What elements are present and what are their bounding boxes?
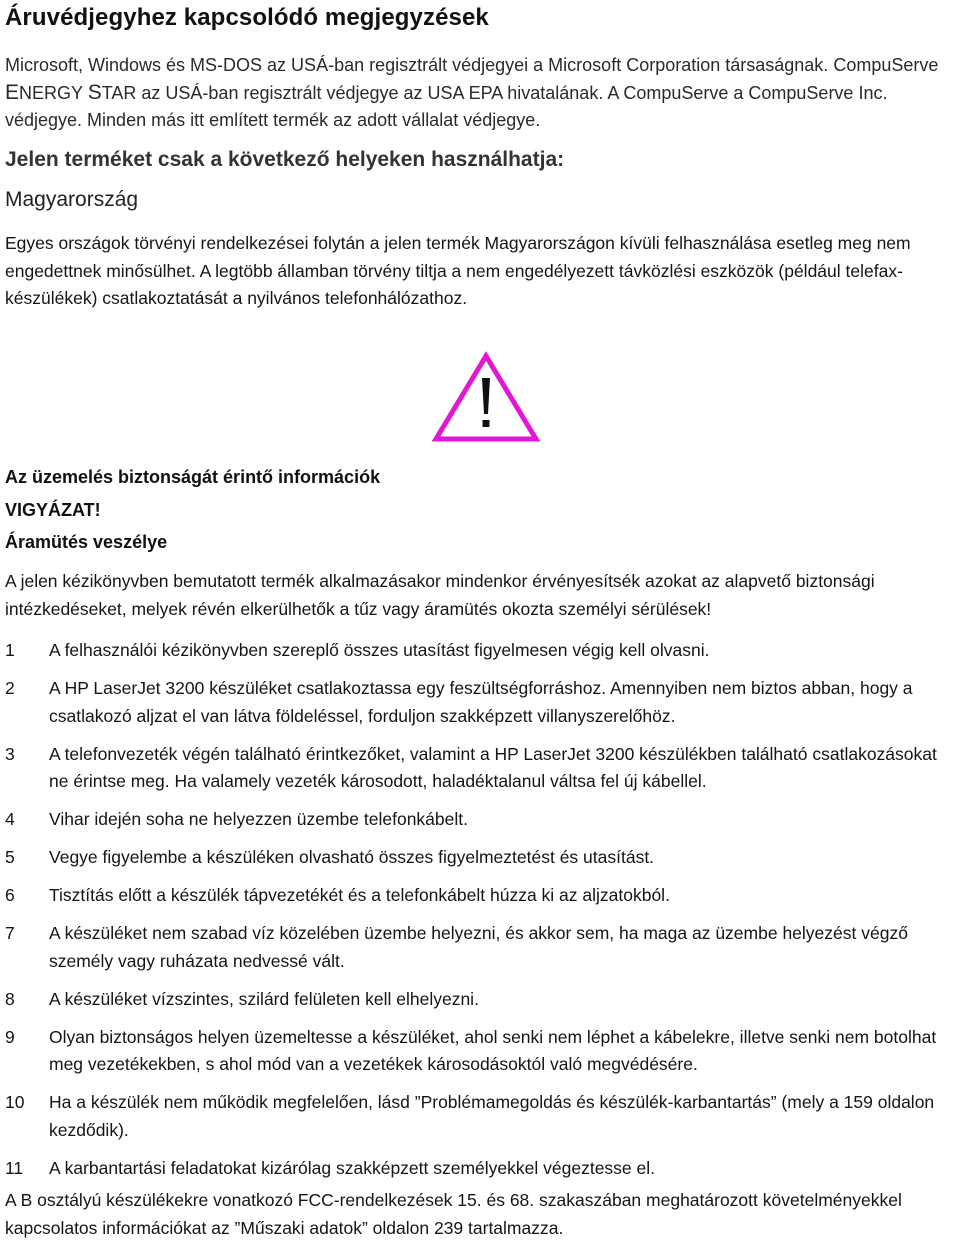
safety-list [5, 637, 960, 1193]
list-item [5, 675, 960, 730]
legal-paragraph: Egyes országok törvényi rendelkezései folytán a jelen termék Magyarországon kívüli felhasználása esetleg meg nem engedettnek minősülhet. A legtöbb államban törvény tiltja a nem engedélyezett távközlési eszközök (például telefax-készülékek) csatlakoztatását a nyilvános telefonhálózathoz. [5, 233, 911, 308]
star-rest: TAR [101, 83, 137, 103]
list-item-text: Ha a készülék nem működik megfelelően, lásd ”Problémamegoldás és készülék-karbantartás” (mely a 159 oldalon kezdődik). [49, 1092, 935, 1140]
energy-initial: E [5, 81, 20, 104]
hazard-label: Áramütés veszélye [5, 532, 168, 552]
list-item-text: A telefonvezeték végén található érintkezőket, valamint a HP LaserJet 3200 készülékben található csatlakozásokat ne érintse meg. Ha valamely vezeték károsodott, haladéktalanul váltsa fel új kábellel. [49, 743, 937, 791]
list-item-number: 5 [5, 847, 15, 867]
trademark-line-1: Microsoft, Windows és MS-DOS az USÁ-ban regisztrált védjegyei a Microsoft Corporation társaságnak. [5, 55, 829, 75]
list-item-number: 1 [5, 640, 15, 660]
list-item-number: 7 [5, 923, 15, 943]
list-item [5, 920, 960, 975]
list-item [5, 806, 960, 834]
exclamation-dot [483, 420, 490, 427]
list-item-number: 11 [5, 1157, 24, 1178]
trademark-heading: Áruvédjegyhez kapcsolódó megjegyzések [5, 4, 489, 31]
fcc-paragraph: A B osztályú készülékekre vonatkozó FCC-rendelkezések 15. és 68. szakaszában meghatározott követelményekkel kapcsolatos információkat az ”Műszaki adatok” oldalon 239 tartalmazza. [5, 1190, 902, 1238]
list-item [5, 844, 960, 872]
list-item-text: Vihar idején soha ne helyezzen üzembe telefonkábelt. [49, 809, 468, 829]
list-item [5, 986, 960, 1014]
list-item-text: A felhasználói kézikönyvben szereplő összes utasítást figyelmesen végig kell olvasni. [49, 640, 710, 660]
list-item-text: Vegye figyelembe a készüléken olvasható összes figyelmeztetést és utasítást. [49, 847, 655, 867]
list-item [5, 1155, 960, 1183]
list-item-number: 6 [5, 885, 15, 905]
trademark-compuserve: CompuServe [833, 55, 939, 75]
star-initial: S [87, 81, 102, 104]
list-item [5, 741, 960, 796]
usage-heading: Jelen terméket csak a következő helyeken használhatja: [5, 148, 565, 171]
trademark-line-2-rest: az USÁ-ban regisztrált védjegye az USA EPA hivatalának. A CompuServe a CompuServe Inc. védjegye. Minden más itt említett termék az adott vállalat védjegye. [5, 83, 888, 130]
list-item-number: 10 [5, 1092, 25, 1112]
list-item-number: 3 [5, 743, 15, 764]
list-item-text: A készüléket vízszintes, szilárd felületen kell elhelyezni. [49, 988, 479, 1009]
list-item-number: 8 [5, 988, 15, 1009]
list-item-text: Tisztítás előtt a készülék tápvezetékét és a telefonkábelt húzza ki az aljzatokból. [49, 885, 670, 905]
list-item [5, 882, 960, 910]
list-item-text: A karbantartási feladatokat kizárólag szakképzett személyekkel végeztesse el. [49, 1157, 656, 1178]
list-item-number: 2 [5, 678, 15, 698]
list-item [5, 1089, 960, 1144]
list-item-text: Olyan biztonságos helyen üzemeltesse a készüléket, ahol senki nem léphet a kábelekre, illetve senki nem botolhat meg vezetékekben, s ahol mód van a vezetékek károsodásoktól való megvédésére. [49, 1026, 937, 1074]
exclamation-bar [482, 378, 490, 414]
energy-rest: NERGY [19, 83, 83, 103]
trademark-paragraph [5, 52, 957, 134]
warning-triangle-icon [430, 350, 542, 445]
safety-title: Az üzemelés biztonságát érintő információk [5, 467, 381, 487]
list-item [5, 637, 960, 665]
warning-label: VIGYÁZAT! [5, 500, 101, 520]
list-item-number: 9 [5, 1026, 15, 1047]
list-item-text: A készüléket nem szabad víz közelében üzembe helyezni, és akkor sem, ha maga az üzembe helyezést végző személy vagy ruházata nedvessé vált. [49, 923, 908, 971]
country-heading: Magyarország [5, 188, 139, 211]
list-item [5, 1024, 960, 1079]
list-item-text: A HP LaserJet 3200 készüléket csatlakoztassa egy feszültségforráshoz. Amennyiben nem biztos abban, hogy a csatlakozó aljzat el van látva földeléssel, forduljon szakképzett villanyszerelőhöz. [49, 678, 913, 726]
safety-intro: A jelen kézikönyvben bemutatott termék alkalmazásakor mindenkor érvényesítsék azokat az alapvető biztonsági intézkedéseket, melyek révén elkerülhetők a tűz vagy áramütés okozta személyi sérülések! [5, 571, 875, 619]
list-item-number: 4 [5, 809, 15, 829]
